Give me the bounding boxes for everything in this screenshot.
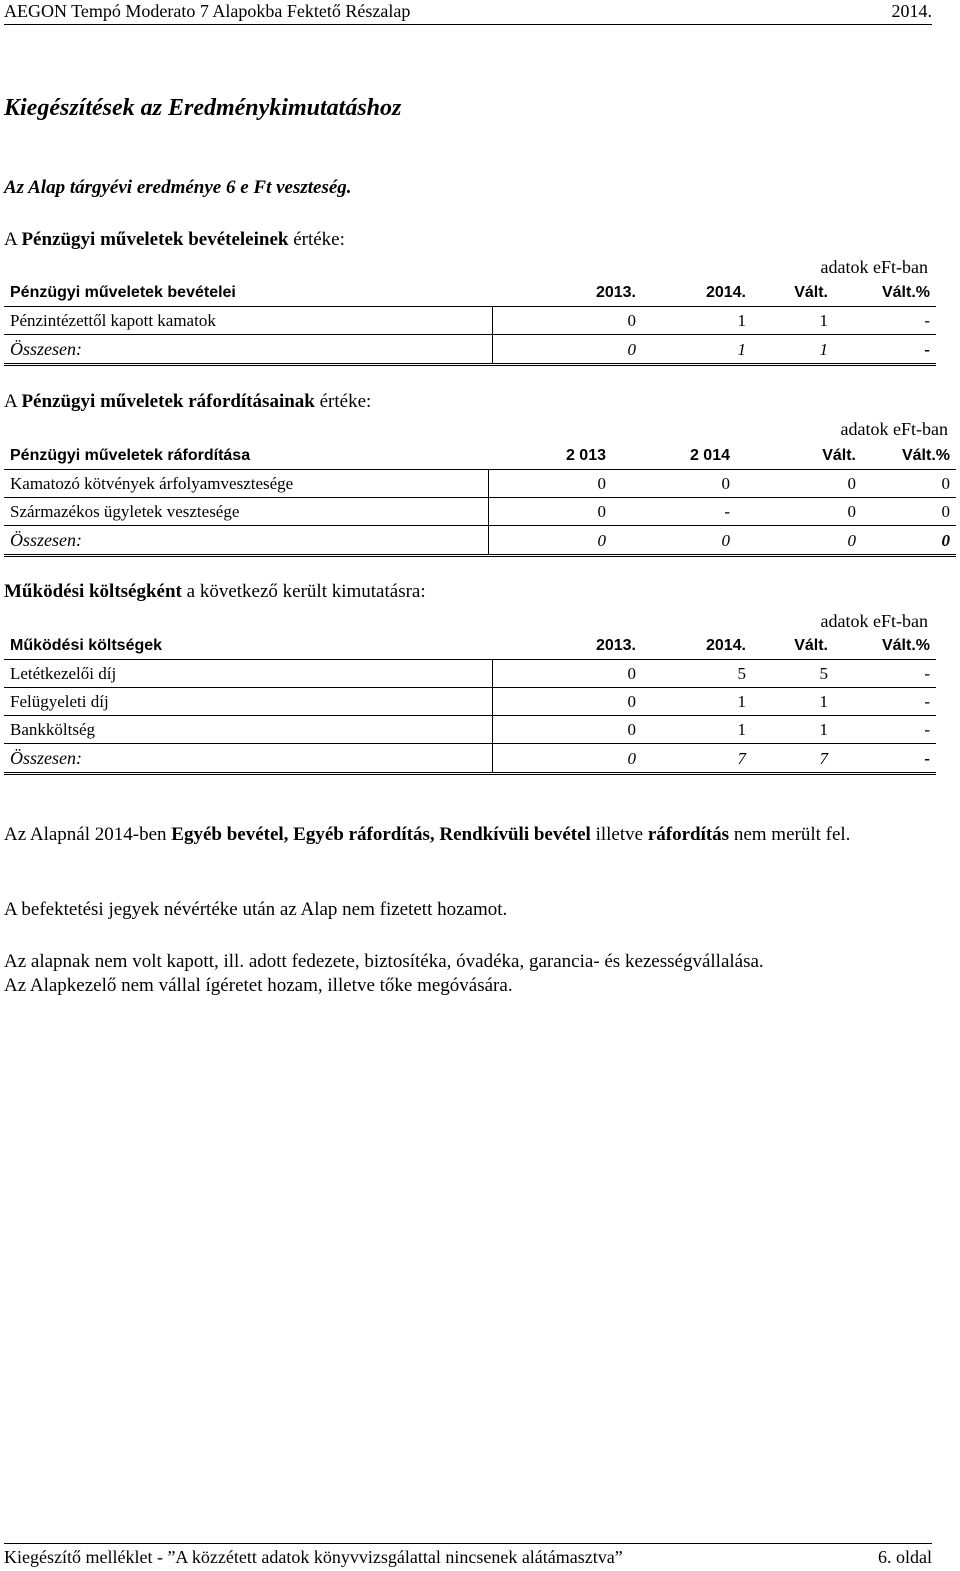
total-label: Összesen: [4, 744, 492, 774]
cell: - [834, 335, 936, 365]
col-header: Pénzügyi műveletek bevételei [10, 284, 236, 301]
cell: 1 [752, 716, 834, 744]
income-table-header [4, 279, 936, 307]
section1-bold: Pénzügyi műveletek bevételeinek [21, 229, 289, 250]
cell: 1 [752, 335, 834, 365]
table-row [4, 498, 956, 526]
col-header: Vált. [794, 637, 828, 654]
section2-heading: A Pénzügyi műveletek ráfordításainak értéke: [4, 391, 372, 412]
table-row [4, 716, 936, 744]
cell: 0 [736, 526, 862, 556]
operating-cost-table-header [4, 632, 936, 660]
row-label: Pénzintézettől kapott kamatok [4, 307, 492, 335]
paragraph-no-other-items: Az Alapnál 2014-ben Egyéb bevétel, Egyéb ráfordítás, Rendkívüli bevétel illetve ráfordítás nem merült fel. [4, 824, 851, 845]
header-title: AEGON Tempó Moderato 7 Alapokba Fektető Részalap [4, 1, 411, 21]
row-label: Bankköltség [4, 716, 492, 744]
paragraph-no-yield: A befektetési jegyek névértéke után az Alap nem fizetett hozamot. [4, 899, 508, 920]
page-footer [4, 1543, 932, 1570]
row-label: Származékos ügyletek vesztesége [4, 498, 488, 526]
section3-bold: Működési költségként [4, 581, 182, 602]
cell: 7 [752, 744, 834, 774]
cell: 0 [492, 744, 642, 774]
col-header: Vált.% [881, 637, 930, 654]
cell: 0 [612, 470, 736, 498]
row-label: Felügyeleti díj [4, 688, 492, 716]
table-row [4, 470, 956, 498]
col-header: Vált. [794, 284, 828, 301]
unit-label-1: adatok eFt-ban [820, 257, 928, 277]
income-table [4, 279, 936, 366]
cell: 0 [488, 526, 612, 556]
total-label: Összesen: [4, 526, 488, 556]
cell: 7 [642, 744, 752, 774]
cell: - [834, 744, 936, 774]
cell: 0 [862, 498, 956, 526]
col-header: 2 014 [689, 447, 730, 464]
cell: 0 [736, 470, 862, 498]
cell: 5 [642, 660, 752, 688]
row-label: Letétkezelői díj [4, 660, 492, 688]
row-label: Kamatozó kötvények árfolyamvesztesége [4, 470, 488, 498]
cell: 0 [612, 526, 736, 556]
page-header [4, 0, 932, 25]
col-header: Vált.% [901, 447, 950, 464]
col-header: 2014. [705, 284, 746, 301]
col-header: Vált. [822, 447, 856, 464]
table-row [4, 660, 936, 688]
col-header: 2014. [705, 637, 746, 654]
col-header: Pénzügyi műveletek ráfordítása [10, 447, 251, 464]
paragraph-no-guarantee: Az Alapkezelő nem vállal ígéretet hozam, illetve tőke megóvására. [4, 975, 513, 996]
cell: 0 [492, 660, 642, 688]
cell: - [834, 307, 936, 335]
section1-heading: A Pénzügyi műveletek bevételeinek értéke: [4, 229, 345, 250]
total-label: Összesen: [4, 335, 492, 365]
operating-cost-table [4, 632, 936, 775]
cell: 1 [642, 335, 752, 365]
unit-label-2: adatok eFt-ban [840, 419, 948, 439]
cell: 0 [736, 498, 862, 526]
footer-text: Kiegészítő melléklet - ”A közzétett adatok könyvvizsgálattal nincsenek alátámasztva” [4, 1547, 623, 1567]
total-row [4, 335, 936, 365]
col-header: 2013. [595, 284, 636, 301]
cell: 5 [752, 660, 834, 688]
result-line: Az Alap tárgyévi eredménye 6 e Ft veszteség. [4, 177, 352, 198]
cell: 1 [642, 688, 752, 716]
total-row [4, 526, 956, 556]
cell: 0 [862, 526, 956, 556]
cell: 0 [862, 470, 956, 498]
cell: 0 [492, 716, 642, 744]
cell: 1 [642, 716, 752, 744]
cell: 1 [752, 307, 834, 335]
cell: 1 [642, 307, 752, 335]
section2-bold: Pénzügyi műveletek ráfordításainak [21, 391, 315, 412]
cell: - [834, 660, 936, 688]
section3-heading: Működési költségként a következő került kimutatásra: [4, 581, 426, 602]
cell: 1 [752, 688, 834, 716]
section-title: Kiegészítések az Eredménykimutatáshoz [4, 95, 402, 121]
cell: - [612, 498, 736, 526]
total-row [4, 744, 936, 774]
expense-table [4, 442, 956, 557]
cell: - [834, 716, 936, 744]
page-number: 6. oldal [878, 1547, 932, 1567]
table-row [4, 307, 936, 335]
col-header: 2 013 [565, 447, 606, 464]
table-row [4, 688, 936, 716]
cell: 0 [488, 470, 612, 498]
unit-label-3: adatok eFt-ban [820, 611, 928, 631]
col-header: Vált.% [881, 284, 930, 301]
header-year: 2014. [891, 1, 932, 21]
cell: 0 [492, 307, 642, 335]
cell: 0 [488, 498, 612, 526]
col-header: 2013. [595, 637, 636, 654]
paragraph-collateral: Az alapnak nem volt kapott, ill. adott fedezete, biztosítéka, óvadéka, garancia- és kezességvállalása. [4, 951, 764, 972]
cell: 0 [492, 335, 642, 365]
cell: 0 [492, 688, 642, 716]
cell: - [834, 688, 936, 716]
expense-table-header [4, 442, 956, 470]
col-header: Működési költségek [10, 637, 163, 654]
